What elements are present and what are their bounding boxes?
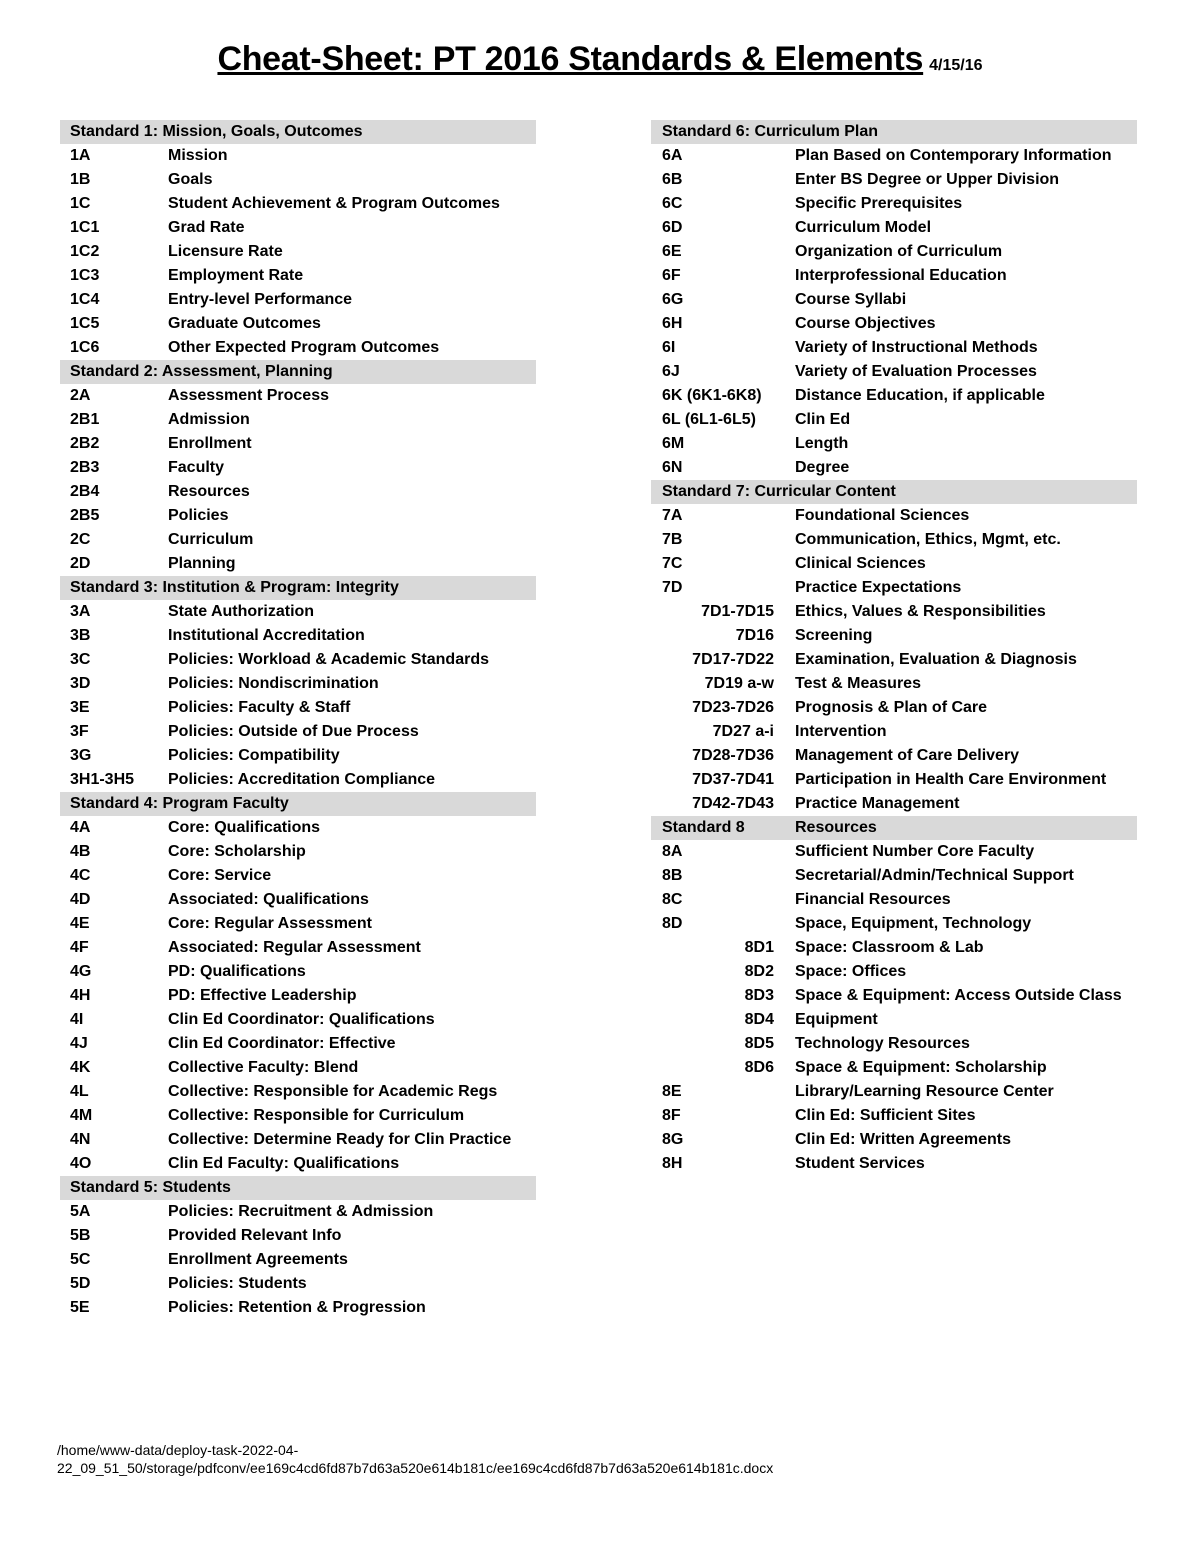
element-code: 2B3 (70, 459, 100, 476)
standard-header (60, 576, 536, 600)
element-code: 2B5 (70, 507, 100, 524)
element-row (60, 864, 536, 888)
element-description: Policies: Faculty & Staff (168, 699, 351, 716)
element-description: Distance Education, if applicable (795, 387, 1045, 404)
element-row (60, 888, 536, 912)
element-description: Resources (168, 483, 250, 500)
element-row (60, 1104, 536, 1128)
element-description: Test & Measures (795, 675, 921, 692)
standard-header (60, 360, 536, 384)
right-column (651, 120, 1137, 1176)
element-row (651, 528, 1137, 552)
element-code: 3B (70, 627, 91, 644)
element-row (651, 240, 1137, 264)
element-row (651, 1080, 1137, 1104)
element-row (60, 1152, 536, 1176)
element-row (651, 288, 1137, 312)
element-row (60, 912, 536, 936)
element-description: Policies: Workload & Academic Standards (168, 651, 489, 668)
element-row (651, 432, 1137, 456)
element-code: 7D16 (735, 627, 774, 644)
element-description: Collective: Responsible for Academic Regs (168, 1083, 498, 1100)
file-path-footer (57, 1441, 773, 1477)
element-row (60, 1032, 536, 1056)
element-code: 7A (662, 507, 683, 524)
element-row (651, 768, 1137, 792)
element-row (651, 600, 1137, 624)
element-row (60, 600, 536, 624)
element-row (60, 1272, 536, 1296)
element-description: Entry-level Performance (168, 291, 353, 308)
element-code: 5A (70, 1203, 91, 1220)
element-description: Provided Relevant Info (168, 1227, 342, 1244)
element-description: Clin Ed Coordinator: Effective (168, 1035, 396, 1052)
element-description: Policies (168, 507, 229, 524)
standard-header (60, 1176, 536, 1200)
element-row (651, 648, 1137, 672)
element-code: 7D19 a-w (704, 675, 774, 692)
element-description: Collective Faculty: Blend (168, 1059, 359, 1076)
element-row (60, 240, 536, 264)
element-code: 6F (662, 267, 681, 284)
element-description: Core: Service (168, 867, 272, 884)
element-code: 4L (70, 1083, 89, 1100)
element-description: Organization of Curriculum (795, 243, 1003, 260)
element-description: Clin Ed Coordinator: Qualifications (168, 1011, 435, 1028)
element-description: Length (795, 435, 849, 452)
standard-title: Standard 4: Program Faculty (70, 795, 289, 812)
element-row (60, 288, 536, 312)
standard-subtitle: Resources (795, 819, 877, 836)
element-description: PD: Effective Leadership (168, 987, 357, 1004)
element-code: 7C (662, 555, 683, 572)
element-row (60, 1056, 536, 1080)
element-description: Student Services (795, 1155, 925, 1172)
element-code: 4H (70, 987, 91, 1004)
element-description: Policies: Nondiscrimination (168, 675, 379, 692)
element-description: PD: Qualifications (168, 963, 306, 980)
element-code: 1A (70, 147, 91, 164)
left-column (60, 120, 536, 1320)
element-description: Variety of Instructional Methods (795, 339, 1038, 356)
element-row (60, 552, 536, 576)
footer-line-1: /home/www-data/deploy-task-2022-04- (57, 1442, 299, 1458)
element-description: Policies: Accreditation Compliance (168, 771, 436, 788)
element-description: Specific Prerequisites (795, 195, 963, 212)
element-row (60, 504, 536, 528)
element-row (60, 192, 536, 216)
element-code: 7D17-7D22 (692, 651, 774, 668)
element-code: 4M (70, 1107, 93, 1124)
element-description: Ethics, Values & Responsibilities (795, 603, 1046, 620)
element-row (60, 456, 536, 480)
element-code: 7B (662, 531, 683, 548)
element-description: Space: Classroom & Lab (795, 939, 984, 956)
element-code: 3D (70, 675, 91, 692)
element-code: 7D28-7D36 (692, 747, 774, 764)
element-row (651, 792, 1137, 816)
element-code: 1C (70, 195, 91, 212)
element-row (60, 216, 536, 240)
element-description: Other Expected Program Outcomes (168, 339, 440, 356)
element-row (651, 960, 1137, 984)
element-row (651, 672, 1137, 696)
title-block (0, 40, 1200, 79)
element-code: 8D4 (744, 1011, 774, 1028)
standard-title: Standard 1: Mission, Goals, Outcomes (70, 123, 363, 140)
element-row (60, 624, 536, 648)
element-description: Enter BS Degree or Upper Division (795, 171, 1060, 188)
element-code: 6A (662, 147, 683, 164)
element-row (60, 1080, 536, 1104)
element-row (651, 576, 1137, 600)
element-row (651, 144, 1137, 168)
element-description: Curriculum (168, 531, 254, 548)
element-row (60, 696, 536, 720)
standard-header (60, 120, 536, 144)
element-code: 1C1 (70, 219, 100, 236)
element-row (60, 312, 536, 336)
element-description: Collective: Responsible for Curriculum (168, 1107, 465, 1124)
element-code: 6H (662, 315, 683, 332)
element-code: 6M (662, 435, 685, 452)
element-code: 1C3 (70, 267, 100, 284)
element-code: 5D (70, 1275, 91, 1292)
element-description: Assessment Process (168, 387, 329, 404)
element-row (651, 1128, 1137, 1152)
element-row (60, 840, 536, 864)
element-code: 5C (70, 1251, 91, 1268)
element-description: Clin Ed: Sufficient Sites (795, 1107, 976, 1124)
element-row (60, 1296, 536, 1320)
element-row (60, 144, 536, 168)
element-description: Space & Equipment: Access Outside Class (795, 987, 1122, 1004)
element-code: 8H (662, 1155, 683, 1172)
element-description: Employment Rate (168, 267, 304, 284)
element-description: Degree (795, 459, 850, 476)
element-description: Faculty (168, 459, 225, 476)
element-code: 4G (70, 963, 92, 980)
element-row (651, 912, 1137, 936)
element-description: Licensure Rate (168, 243, 283, 260)
element-code: 4D (70, 891, 91, 908)
element-code: 2A (70, 387, 91, 404)
element-description: Clin Ed Faculty: Qualifications (168, 1155, 400, 1172)
element-description: Technology Resources (795, 1035, 970, 1052)
element-description: Examination, Evaluation & Diagnosis (795, 651, 1077, 668)
element-row (60, 480, 536, 504)
element-row (651, 720, 1137, 744)
element-description: Prognosis & Plan of Care (795, 699, 988, 716)
element-code: 8D3 (744, 987, 774, 1004)
element-description: Grad Rate (168, 219, 245, 236)
element-code: 1B (70, 171, 91, 188)
element-code: 3G (70, 747, 92, 764)
element-description: Goals (168, 171, 213, 188)
element-description: Institutional Accreditation (168, 627, 365, 644)
element-description: Policies: Retention & Progression (168, 1299, 426, 1316)
element-row (651, 624, 1137, 648)
element-code: 6J (662, 363, 680, 380)
element-row (651, 192, 1137, 216)
element-code: 7D (662, 579, 683, 596)
date-label: 4/15/16 (929, 57, 983, 74)
element-code: 4J (70, 1035, 88, 1052)
element-description: Practice Expectations (795, 579, 962, 596)
element-code: 4I (70, 1011, 84, 1028)
element-code: 4A (70, 819, 91, 836)
element-code: 3A (70, 603, 91, 620)
element-row (651, 888, 1137, 912)
element-row (60, 1008, 536, 1032)
element-description: Management of Care Delivery (795, 747, 1020, 764)
element-code: 6D (662, 219, 683, 236)
element-description: Course Syllabi (795, 291, 907, 308)
element-description: Screening (795, 627, 873, 644)
element-description: Secretarial/Admin/Technical Support (795, 867, 1074, 884)
element-code: 4O (70, 1155, 92, 1172)
element-description: Financial Resources (795, 891, 951, 908)
element-code: 1C6 (70, 339, 100, 356)
element-code: 2B4 (70, 483, 100, 500)
element-row (60, 648, 536, 672)
element-code: 3H1-3H5 (70, 771, 135, 788)
element-description: Clin Ed (795, 411, 851, 428)
element-row (60, 168, 536, 192)
element-row (60, 1200, 536, 1224)
element-row (60, 336, 536, 360)
element-row (651, 408, 1137, 432)
element-description: Mission (168, 147, 228, 164)
element-row (651, 744, 1137, 768)
element-code: 7D23-7D26 (692, 699, 774, 716)
element-description: Graduate Outcomes (168, 315, 321, 332)
element-description: Space: Offices (795, 963, 907, 980)
element-code: 4E (70, 915, 90, 932)
element-description: Policies: Compatibility (168, 747, 340, 764)
element-description: Library/Learning Resource Center (795, 1083, 1054, 1100)
standard-title: Standard 6: Curriculum Plan (662, 123, 879, 140)
element-row (651, 1152, 1137, 1176)
element-code: 5B (70, 1227, 91, 1244)
element-description: Policies: Students (168, 1275, 307, 1292)
element-code: 3E (70, 699, 90, 716)
element-code: 8G (662, 1131, 684, 1148)
element-row (651, 456, 1137, 480)
element-row (651, 864, 1137, 888)
element-code: 8D (662, 915, 683, 932)
element-description: Admission (168, 411, 250, 428)
element-description: Practice Management (795, 795, 960, 812)
element-code: 8C (662, 891, 683, 908)
element-row (60, 816, 536, 840)
element-row (651, 168, 1137, 192)
element-row (651, 984, 1137, 1008)
element-code: 1C4 (70, 291, 100, 308)
element-code: 7D37-7D41 (692, 771, 774, 788)
standard-header (60, 792, 536, 816)
element-row (60, 672, 536, 696)
element-row (60, 528, 536, 552)
element-row (651, 216, 1137, 240)
element-description: Clin Ed: Written Agreements (795, 1131, 1012, 1148)
element-description: Curriculum Model (795, 219, 932, 236)
element-code: 1C2 (70, 243, 100, 260)
element-code: 6C (662, 195, 683, 212)
element-code: 5E (70, 1299, 90, 1316)
element-row (651, 336, 1137, 360)
standard-title: Standard 7: Curricular Content (662, 483, 896, 500)
element-description: Core: Qualifications (168, 819, 321, 836)
element-description: Enrollment (168, 435, 252, 452)
element-code: 8B (662, 867, 683, 884)
element-description: Core: Regular Assessment (168, 915, 372, 932)
element-description: Foundational Sciences (795, 507, 970, 524)
element-row (651, 504, 1137, 528)
standard-header (651, 120, 1137, 144)
element-description: Associated: Qualifications (168, 891, 369, 908)
element-description: Variety of Evaluation Processes (795, 363, 1037, 380)
element-description: Student Achievement & Program Outcomes (168, 195, 500, 212)
element-description: Sufficient Number Core Faculty (795, 843, 1035, 860)
element-row (651, 1032, 1137, 1056)
element-row (60, 960, 536, 984)
standard-header (651, 816, 1137, 840)
element-description: Space & Equipment: Scholarship (795, 1059, 1047, 1076)
element-row (60, 768, 536, 792)
element-row (651, 312, 1137, 336)
element-code: 8F (662, 1107, 681, 1124)
element-description: Clinical Sciences (795, 555, 926, 572)
element-code: 1C5 (70, 315, 100, 332)
element-row (60, 264, 536, 288)
element-row (651, 936, 1137, 960)
standard-title: Standard 5: Students (70, 1179, 231, 1196)
element-description: Collective: Determine Ready for Clin Practice (168, 1131, 512, 1148)
element-description: Intervention (795, 723, 887, 740)
element-row (651, 552, 1137, 576)
element-description: Core: Scholarship (168, 843, 306, 860)
standard-title: Standard 2: Assessment, Planning (70, 363, 333, 380)
element-row (60, 1128, 536, 1152)
element-code: 8A (662, 843, 683, 860)
element-code: 6K (6K1-6K8) (662, 387, 762, 404)
element-code: 4B (70, 843, 91, 860)
element-code: 4F (70, 939, 89, 956)
element-code: 8D1 (744, 939, 774, 956)
element-description: Space, Equipment, Technology (795, 915, 1032, 932)
page-title: Cheat-Sheet: PT 2016 Standards & Elements (217, 40, 924, 78)
element-description: Planning (168, 555, 236, 572)
element-code: 7D1-7D15 (701, 603, 774, 620)
element-description: Policies: Outside of Due Process (168, 723, 419, 740)
element-description: State Authorization (168, 603, 315, 620)
element-code: 8D5 (744, 1035, 774, 1052)
element-code: 8D2 (744, 963, 774, 980)
element-code: 3C (70, 651, 91, 668)
element-description: Interprofessional Education (795, 267, 1007, 284)
element-row (60, 936, 536, 960)
element-code: 2B1 (70, 411, 100, 428)
element-code: 8E (662, 1083, 682, 1100)
element-code: 6I (662, 339, 676, 356)
standard-title: Standard 3: Institution & Program: Integrity (70, 579, 399, 596)
element-row (60, 408, 536, 432)
element-row (60, 1224, 536, 1248)
element-row (60, 384, 536, 408)
element-code: 6B (662, 171, 683, 188)
element-row (60, 720, 536, 744)
standard-title: Standard 8 (662, 819, 745, 836)
element-code: 2C (70, 531, 91, 548)
element-code: 6N (662, 459, 683, 476)
element-description: Participation in Health Care Environment (795, 771, 1107, 788)
element-code: 4N (70, 1131, 91, 1148)
element-row (651, 384, 1137, 408)
element-row (651, 1104, 1137, 1128)
element-row (651, 264, 1137, 288)
element-code: 6L (6L1-6L5) (662, 411, 756, 428)
element-description: Policies: Recruitment & Admission (168, 1203, 434, 1220)
element-row (60, 432, 536, 456)
element-code: 6E (662, 243, 682, 260)
element-code: 4K (70, 1059, 91, 1076)
element-row (651, 360, 1137, 384)
element-description: Equipment (795, 1011, 878, 1028)
element-row (651, 696, 1137, 720)
element-description: Communication, Ethics, Mgmt, etc. (795, 531, 1061, 548)
footer-line-2: 22_09_51_50/storage/pdfconv/ee169c4cd6fd87b7d63a520e614b181c/ee169c4cd6fd87b7d63a520e614b181c.docx (57, 1460, 774, 1476)
element-code: 2D (70, 555, 91, 572)
element-code: 2B2 (70, 435, 100, 452)
element-row (60, 984, 536, 1008)
element-description: Enrollment Agreements (168, 1251, 348, 1268)
element-code: 4C (70, 867, 91, 884)
element-code: 7D27 a-i (712, 723, 774, 740)
element-row (651, 840, 1137, 864)
element-row (651, 1008, 1137, 1032)
standard-header (651, 480, 1137, 504)
element-code: 3F (70, 723, 89, 740)
element-description: Associated: Regular Assessment (168, 939, 421, 956)
element-code: 6G (662, 291, 684, 308)
element-description: Plan Based on Contemporary Information (795, 147, 1112, 164)
element-code: 8D6 (744, 1059, 774, 1076)
element-description: Course Objectives (795, 315, 936, 332)
element-row (651, 1056, 1137, 1080)
element-row (60, 1248, 536, 1272)
element-code: 7D42-7D43 (692, 795, 774, 812)
element-row (60, 744, 536, 768)
